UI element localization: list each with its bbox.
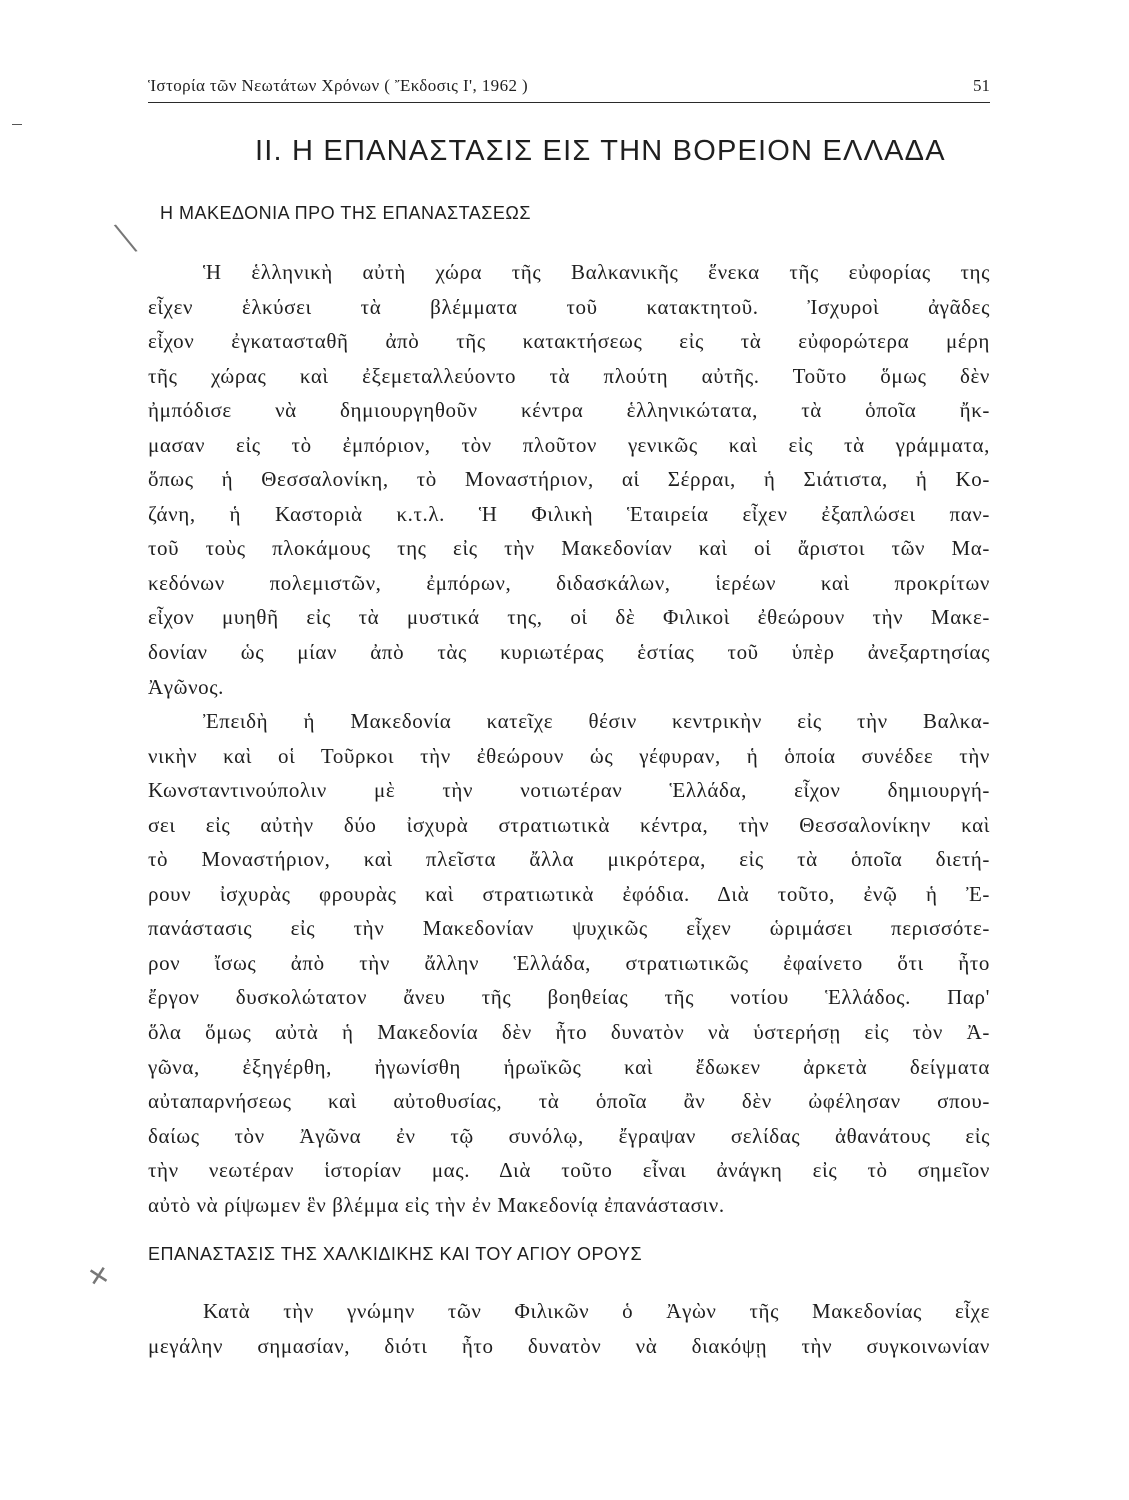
pencil-mark-icon: ╲ [115,222,137,256]
text-line: κεδόνων πολεμιστῶν, ἐμπόρων, διδασκάλων, ἱερέων καὶ προκρίτων [148,570,990,595]
chapter-title: ΙΙ. Η ΕΠΑΝΑΣΤΑΣΙΣ ΕΙΣ ΤΗΝ ΒΟΡΕΙΟΝ ΕΛΛΑΔΑ [255,135,946,167]
text-line: γῶνα, ἐξηγέρθη, ἠγωνίσθη ἡρωϊκῶς καὶ ἔδωκεν ἀρκετὰ δείγματα [148,1054,990,1079]
section-heading-chalkidiki: ΕΠΑΝΑΣΤΑΣΙΣ ΤΗΣ ΧΑΛΚΙΔΙΚΗΣ ΚΑΙ ΤΟΥ ΑΓΙΟΥ ΟΡΟΥΣ [148,1244,643,1264]
text-line: εἶχον ἐγκατασταθῆ ἀπὸ τῆς κατακτήσεως εἰς τὰ εὐφορώτερα μέρη [148,329,990,354]
margin-mark [12,124,22,125]
text-line: ὅλα ὅμως αὐτὰ ἡ Μακεδονία δὲν ἦτο δυνατὸν νὰ ὑστερήσῃ εἰς τὸν Ἀ- [148,1020,990,1045]
text-line: ἔργον δυσκολώτατον ἄνευ τῆς βοηθείας τῆς νοτίου Ἑλλάδος. Παρ' [148,985,990,1010]
text-line: πανάστασις εἰς τὴν Μακεδονίαν ψυχικῶς εἶχεν ὡριμάσει περισσότε- [148,916,990,941]
text-line: τοῦ τοὺς πλοκάμους της εἰς τὴν Μακεδονίαν καὶ οἱ ἄριστοι τῶν Μα- [148,536,990,561]
text-line: μασαν εἰς τὸ ἐμπόριον, τὸν πλοῦτον γενικῶς καὶ εἰς τὰ γράμματα, [148,432,990,457]
pencil-cross-icon: ✕ [85,1260,113,1294]
text-line: Ἀγῶνος. [148,674,225,699]
text-line: Ἐπειδὴ ἡ Μακεδονία κατεῖχε θέσιν κεντρικὴν εἰς τὴν Βαλκα- [203,709,990,734]
text-line: εἶχεν ἑλκύσει τὰ βλέμματα τοῦ κατακτητοῦ. Ἰσχυροὶ ἀγᾶδες [148,294,990,319]
text-line: δαίως τὸν Ἀγῶνα ἐν τῷ συνόλῳ, ἔγραψαν σελίδας ἀθανάτους εἰς [148,1123,990,1148]
text-line: ἠμπόδισε νὰ δημιουργηθοῦν κέντρα ἑλληνικώτατα, τὰ ὁποῖα ἤκ- [148,398,990,423]
text-line: τὴν νεωτέραν ἱστορίαν μας. Διὰ τοῦτο εἶναι ἀνάγκη εἰς τὸ σημεῖον [148,1158,990,1183]
text-line: σει εἰς αὐτὴν δύο ἰσχυρὰ στρατιωτικὰ κέντρα, τὴν Θεσσαλονίκην καὶ [148,812,990,837]
text-line: εἶχον μυηθῆ εἰς τὰ μυστικά της, οἱ δὲ Φιλικοὶ ἐθεώρουν τὴν Μακε- [148,605,990,630]
text-line: Κατὰ τὴν γνώμην τῶν Φιλικῶν ὁ Ἀγὼν τῆς Μακεδονίας εἶχε [203,1299,990,1323]
text-line: Ἡ ἑλληνικὴ αὐτὴ χώρα τῆς Βαλκανικῆς ἕνεκα τῆς εὐφορίας της [203,260,990,284]
text-line: ζάνη, ἡ Καστοριὰ κ.τ.λ. Ἡ Φιλικὴ Ἑταιρεία εἶχεν ἐξαπλώσει παν- [148,501,990,526]
text-line: αὐταπαρνήσεως καὶ αὐτοθυσίας, τὰ ὁποῖα ἂν δὲν ὠφέλησαν σπου- [148,1089,990,1114]
text-line: τῆς χώρας καὶ ἐξεμεταλλεύοντο τὰ πλούτη αὐτῆς. Τοῦτο ὅμως δὲν [148,363,990,388]
text-line: τὸ Μοναστήριον, καὶ πλεῖστα ἄλλα μικρότερα, εἰς τὰ ὁποῖα διετή- [148,847,990,872]
page-number: 51 [973,76,990,95]
section1-body [148,255,990,1222]
text-line: ὅπως ἡ Θεσσαλονίκη, τὸ Μοναστήριον, αἱ Σέρραι, ἡ Σιάτιστα, ἡ Κο- [148,467,990,492]
text-line: αὐτὸ νὰ ρίψωμεν ἓν βλέμμα εἰς τὴν ἐν Μακεδονίᾳ ἐπανάστασιν. [148,1192,725,1217]
text-line: ρον ἴσως ἀπὸ τὴν ἄλλην Ἑλλάδα, στρατιωτικῶς ἐφαίνετο ὅτι ἦτο [148,950,990,975]
text-line: Κωνσταντινούπολιν μὲ τὴν νοτιωτέραν Ἑλλάδα, εἶχον δημιουργή- [148,778,990,803]
section2-body [148,1294,990,1363]
running-header [148,76,990,103]
text-line: δονίαν ὡς μίαν ἀπὸ τὰς κυριωτέρας ἑστίας τοῦ ὑπὲρ ἀνεξαρτησίας [148,640,990,665]
text-line: νικὴν καὶ οἱ Τοῦρκοι τὴν ἐθεώρουν ὡς γέφυραν, ἡ ὁποία συνέδεε τὴν [148,743,990,768]
section-heading-macedonia: Η ΜΑΚΕΔΟΝΙΑ ΠΡΟ ΤΗΣ ΕΠΑΝΑΣΤΑΣΕΩΣ [160,203,531,223]
text-line: μεγάλην σημασίαν, διότι ἦτο δυνατὸν νὰ διακόψῃ τὴν συγκοινωνίαν [148,1333,990,1358]
running-header-title: Ἱστορία τῶν Νεωτάτων Χρόνων ( Ἔκδοσις Ι', 1962 ) [148,76,529,95]
text-line: ρουν ἰσχυρὰς φρουρὰς καὶ στρατιωτικὰ ἐφόδια. Διὰ τοῦτο, ἐνῷ ἡ Ἐ- [148,881,990,906]
